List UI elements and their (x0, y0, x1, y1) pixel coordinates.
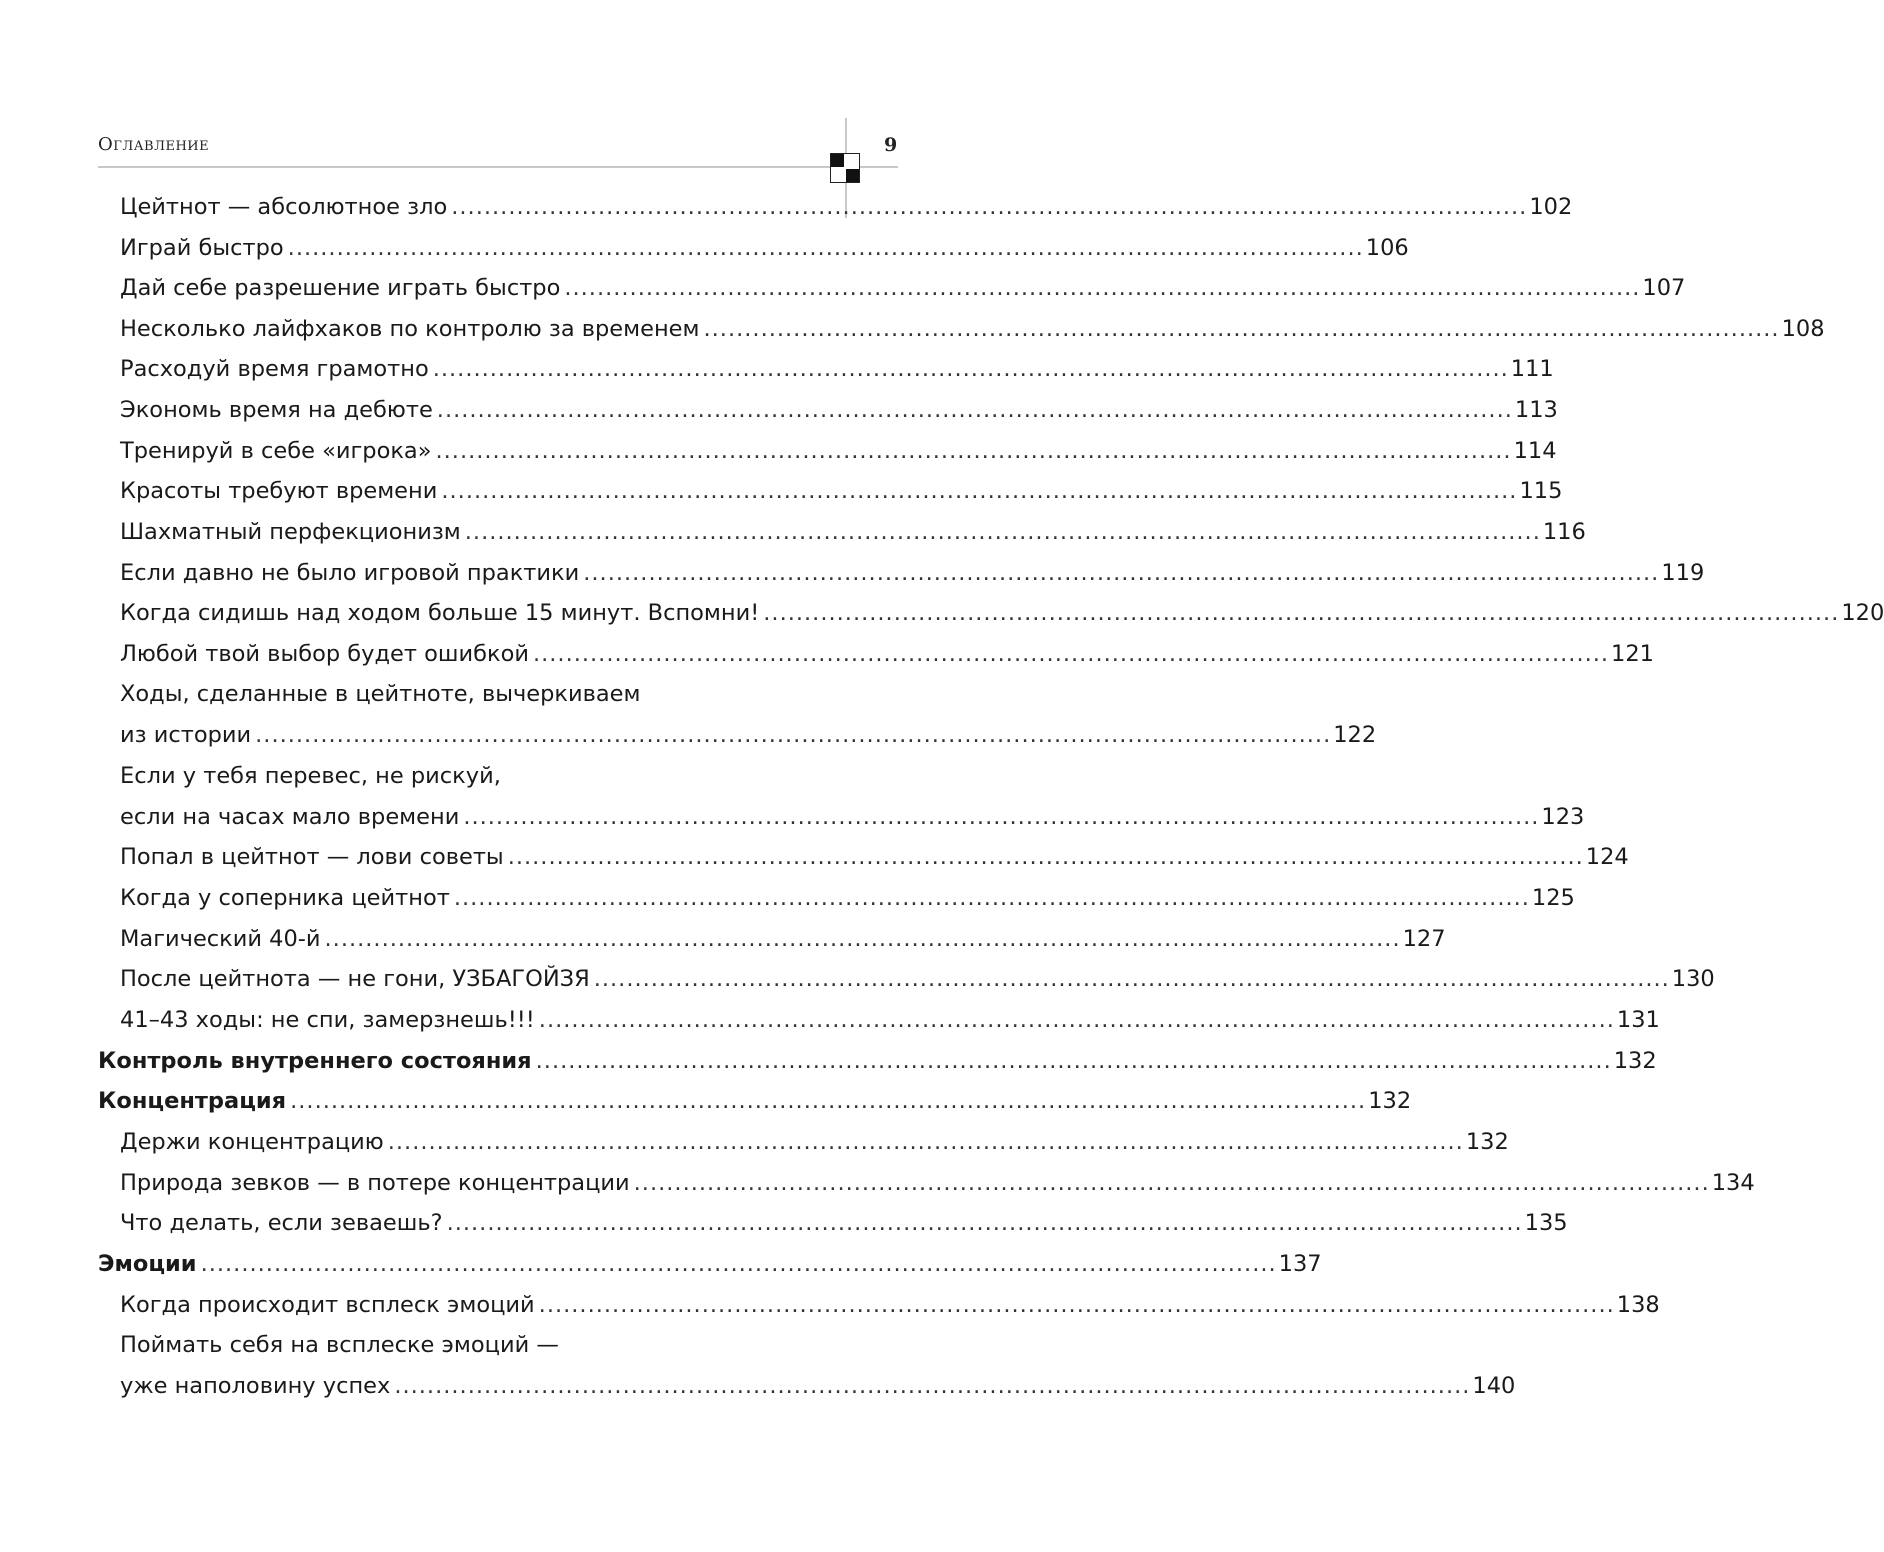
toc-entry-page: 119 (1661, 560, 1705, 586)
toc-leader-dots: .................................................................................................................................... (435, 438, 1512, 464)
toc-entry-page: 106 (1365, 235, 1409, 261)
toc-entry-page: 138 (1616, 1292, 1660, 1318)
toc-entry-page: 135 (1524, 1210, 1568, 1236)
toc-entry-title: из истории (120, 722, 252, 748)
toc-entry-page: 116 (1542, 519, 1586, 545)
toc-entry (120, 431, 1557, 471)
toc-entry (120, 1000, 1660, 1040)
toc-entry-title: Когда у соперника цейтнот (120, 885, 450, 911)
toc-entry (120, 878, 1575, 918)
toc-entry (120, 1285, 1660, 1325)
toc-entry-title: Дай себе разрешение играть быстро (120, 275, 561, 301)
toc-entry (120, 471, 1563, 511)
toc-chapter (98, 1041, 1657, 1081)
running-head-title: Оглавление (98, 134, 210, 155)
toc-entry-title: Когда сидишь над ходом больше 15 минут. Вспомни! (120, 600, 760, 626)
toc-entry-first-line (120, 756, 501, 796)
toc-entry-title: Магический 40-й (120, 926, 321, 952)
toc-entry (120, 228, 1409, 268)
toc-entry-page: 120 (1841, 600, 1884, 626)
toc-entry-title: Когда происходит всплеск эмоций (120, 1292, 535, 1318)
toc-leader-dots: .................................................................................................................................... (535, 1048, 1612, 1074)
toc-leader-dots: .................................................................................................................................... (538, 1292, 1615, 1318)
toc-chapter (98, 1081, 1412, 1121)
toc-entry-page: 140 (1472, 1373, 1516, 1399)
toc-entry (120, 837, 1629, 877)
toc-entry-title: Если давно не было игровой практики (120, 560, 580, 586)
toc-leader-dots: .................................................................................................................................... (763, 600, 1840, 626)
toc-leader-dots: .................................................................................................................................... (255, 722, 1332, 748)
toc-entry-page: 132 (1465, 1129, 1509, 1155)
checkerboard-icon (830, 153, 860, 183)
toc-leader-dots: .................................................................................................................................... (507, 844, 1584, 870)
toc-entry (120, 390, 1558, 430)
toc-entry-page: 108 (1781, 316, 1825, 342)
toc-chapter-title: Контроль внутреннего состояния (98, 1048, 532, 1074)
toc-entry-page: 113 (1514, 397, 1558, 423)
toc-entry-page: 132 (1613, 1048, 1657, 1074)
toc-leader-dots: .................................................................................................................................... (451, 194, 1528, 220)
toc-entry-title: Любой твой выбор будет ошибкой (120, 641, 529, 667)
toc-entry (120, 1366, 1516, 1406)
toc-entry-title: Ходы, сделанные в цейтноте, вычеркиваем (120, 681, 641, 707)
toc-entry (120, 349, 1554, 389)
toc-entry-page: 123 (1541, 804, 1585, 830)
toc-entry-title: Красоты требуют времени (120, 478, 438, 504)
checker-square-black (831, 154, 844, 167)
toc-leader-dots: .................................................................................................................................... (387, 1129, 1464, 1155)
toc-entry-title: Держи концентрацию (120, 1129, 384, 1155)
toc-leader-dots: .................................................................................................................................... (432, 356, 1509, 382)
toc-leader-dots: .................................................................................................................................... (593, 966, 1670, 992)
toc-entry-page: 107 (1642, 275, 1686, 301)
toc-leader-dots: .................................................................................................................................... (463, 804, 1540, 830)
page-number: 9 (884, 134, 898, 156)
toc-entry (120, 512, 1586, 552)
toc-entry (120, 187, 1573, 227)
toc-entry-page: 130 (1671, 966, 1715, 992)
toc-leader-dots: .................................................................................................................................... (532, 641, 1610, 667)
toc-entry-page: 127 (1402, 926, 1446, 952)
toc-leader-dots: .................................................................................................................................... (436, 397, 1513, 423)
toc-entry-title: Играй быстро (120, 235, 284, 261)
toc-chapter-title: Концентрация (98, 1088, 287, 1114)
toc-leader-dots: .................................................................................................................................... (290, 1088, 1367, 1114)
toc-chapter (98, 1244, 1322, 1284)
toc-entry (120, 1122, 1509, 1162)
toc-entry-page: 121 (1611, 641, 1654, 667)
toc-entry-title: Расходуй время грамотно (120, 356, 429, 382)
toc-leader-dots: .................................................................................................................................... (633, 1170, 1710, 1196)
toc-leader-dots: .................................................................................................................................... (441, 478, 1518, 504)
toc-entry (120, 715, 1377, 755)
header-divider (98, 166, 898, 168)
toc-entry-title: если на часах мало времени (120, 804, 460, 830)
toc-entry-title: Экономь время на дебюте (120, 397, 433, 423)
toc-entry-title: После цейтнота — не гони, УЗБАГОЙЗЯ (120, 966, 590, 992)
toc-entry-title: Цейтнот — абсолютное зло (120, 194, 448, 220)
toc-entry-first-line (120, 674, 640, 714)
toc-entry-page: 114 (1513, 438, 1557, 464)
toc-entry-page: 122 (1333, 722, 1377, 748)
toc-entry-page: 111 (1510, 356, 1554, 382)
toc-entry-title: Что делать, если зеваешь? (120, 1210, 443, 1236)
toc-entry-page: 115 (1519, 478, 1563, 504)
toc-leader-dots: .................................................................................................................................... (287, 235, 1364, 261)
toc-leader-dots: .................................................................................................................................... (453, 885, 1530, 911)
toc-entry-title: Тренируй в себе «игрока» (120, 438, 432, 464)
toc-entry-first-line (120, 1325, 559, 1365)
toc-leader-dots: .................................................................................................................................... (200, 1251, 1277, 1277)
toc-leader-dots: .................................................................................................................................... (464, 519, 1541, 545)
toc-entry (120, 634, 1654, 674)
toc-entry-title: Попал в цейтнот — лови советы (120, 844, 504, 870)
toc-entry-page: 132 (1368, 1088, 1412, 1114)
toc-leader-dots: .................................................................................................................................... (394, 1373, 1471, 1399)
toc-entry (120, 309, 1825, 349)
toc-entry-page: 125 (1531, 885, 1575, 911)
toc-entry-title: Несколько лайфхаков по контролю за временем (120, 316, 700, 342)
toc-entry (120, 797, 1585, 837)
toc-entry-page: 131 (1616, 1007, 1660, 1033)
toc-entry (120, 593, 1884, 633)
toc-entry (120, 1203, 1568, 1243)
toc-chapter-title: Эмоции (98, 1251, 197, 1277)
toc-leader-dots: .................................................................................................................................... (446, 1210, 1523, 1236)
toc-leader-dots: .................................................................................................................................... (538, 1007, 1615, 1033)
toc-entry-page: 102 (1529, 194, 1573, 220)
toc-leader-dots: .................................................................................................................................... (703, 316, 1780, 342)
checker-square-black (846, 169, 859, 182)
toc-leader-dots: .................................................................................................................................... (564, 275, 1641, 301)
toc-entry-page: 134 (1711, 1170, 1755, 1196)
toc-entry-title: Поймать себя на всплеске эмоций — (120, 1332, 559, 1358)
toc-entry-title: Если у тебя перевес, не рискуй, (120, 763, 501, 789)
toc-entry-title: 41–43 ходы: не спи, замерзнешь!!! (120, 1007, 535, 1033)
toc-entry-title: Шахматный перфекционизм (120, 519, 461, 545)
toc-entry (120, 1163, 1755, 1203)
toc-entry (120, 959, 1715, 999)
toc-entry-title: Природа зевков — в потере концентрации (120, 1170, 630, 1196)
toc-entry (120, 553, 1705, 593)
toc-entry-page: 124 (1585, 844, 1629, 870)
toc-leader-dots: .................................................................................................................................... (583, 560, 1660, 586)
toc-leader-dots: .................................................................................................................................... (324, 926, 1401, 952)
toc-entry (120, 268, 1686, 308)
toc-entry-title: уже наполовину успех (120, 1373, 391, 1399)
toc-entry-page: 137 (1278, 1251, 1322, 1277)
toc-entry (120, 919, 1446, 959)
